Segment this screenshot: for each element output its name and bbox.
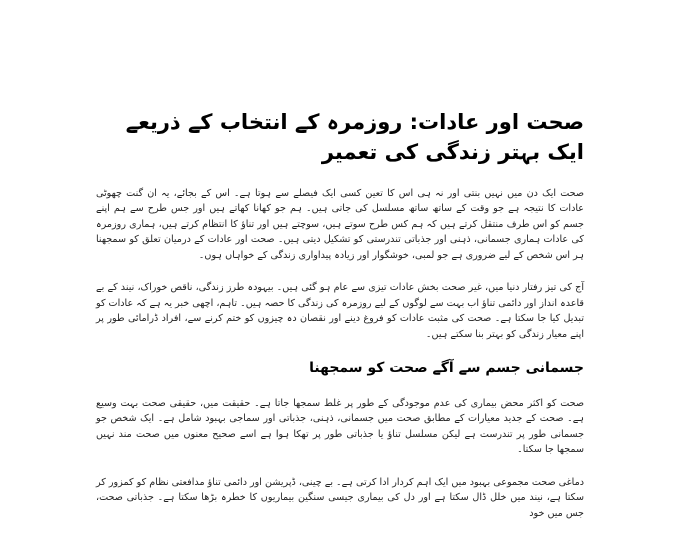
section-paragraph-1: صحت کو اکثر محض بیماری کی عدم موجودگی کے طور پر غلط سمجھا جاتا ہے۔ حقیقت میں، حقیقی صحت بہت وسیع ہے۔ صحت کے جدید معیارات کے مطابق صحت میں جسمانی، ذہنی، جذباتی اور سماجی بہبود شامل ہے۔ ایک شخص جو جسمانی طور پر تندرست ہے لیکن مسلسل تناؤ یا جذباتی طور پر تھکا ہوا ہے اسے صحیح معنوں میں صحت مند نہیں سمجھا جا سکتا۔: [96, 397, 584, 456]
section-paragraph-2: دماغی صحت مجموعی بہبود میں ایک اہم کردار ادا کرتی ہے۔ بے چینی، ڈپریشن اور دائمی تناؤ مدافعتی نظام کو کمزور کر سکتا ہے، نیند میں خلل ڈال سکتا ہے اور دل کی بیماری جیسی سنگین بیماریوں کا خطرہ بڑھا سکتا ہے۔ جذباتی صحت، جس میں خود: [96, 476, 584, 519]
intro-paragraph-1: صحت ایک دن میں نہیں بنتی اور نہ ہی اس کا تعین کسی ایک فیصلے سے ہوتا ہے۔ اس کے بجائے، یہ ان گنت چھوٹی عادات کا نتیجہ ہے جو وقت کے ساتھ ساتھ مسلسل کی جاتی ہیں۔ ہم جو کھانا کھاتے ہیں اور جس طرح سے ہم اپنے جسم کو اس طرف منتقل کرتے ہیں کہ ہم کس طرح سوتے ہیں، سوچتے ہیں اور تناؤ کا انتظام کرتے ہیں، ہماری روزمرہ کی عادات ہماری جسمانی، ذہنی اور جذباتی تندرستی کو تشکیل دیتی ہیں۔ صحت اور عادات کے درمیان تعلق کو سمجھنا ہر اس شخص کے لیے ضروری ہے جو لمبی، خوشگوار اور زیادہ پیداواری زندگی کے خواہاں ہوں۔: [96, 187, 584, 261]
document-title: صحت اور عادات: روزمرہ کے انتخاب کے ذریعے ایک بہتر زندگی کی تعمیر: [125, 110, 584, 164]
section-heading: جسمانی جسم سے آگے صحت کو سمجھنا: [309, 360, 584, 377]
intro-paragraph-2: آج کی تیز رفتار دنیا میں، غیر صحت بخش عادات تیزی سے عام ہو گئی ہیں۔ بیہودہ طرز زندگی، ناقص خوراک، نیند کے بے قاعدہ انداز اور دائمی تناؤ اب بہت سے لوگوں کے لیے روزمرہ کی زندگی کا حصہ ہیں۔ تاہم، اچھی خبر یہ ہے کہ عادات کو تبدیل کیا جا سکتا ہے۔ صحت کی مثبت عادات کو فروغ دینے اور نقصان دہ چیزوں کو ختم کرنے سے، افراد ڈرامائی طور پر اپنے معیار زندگی کو بہتر بنا سکتے ہیں۔: [95, 282, 584, 340]
article: [96, 108, 584, 538]
